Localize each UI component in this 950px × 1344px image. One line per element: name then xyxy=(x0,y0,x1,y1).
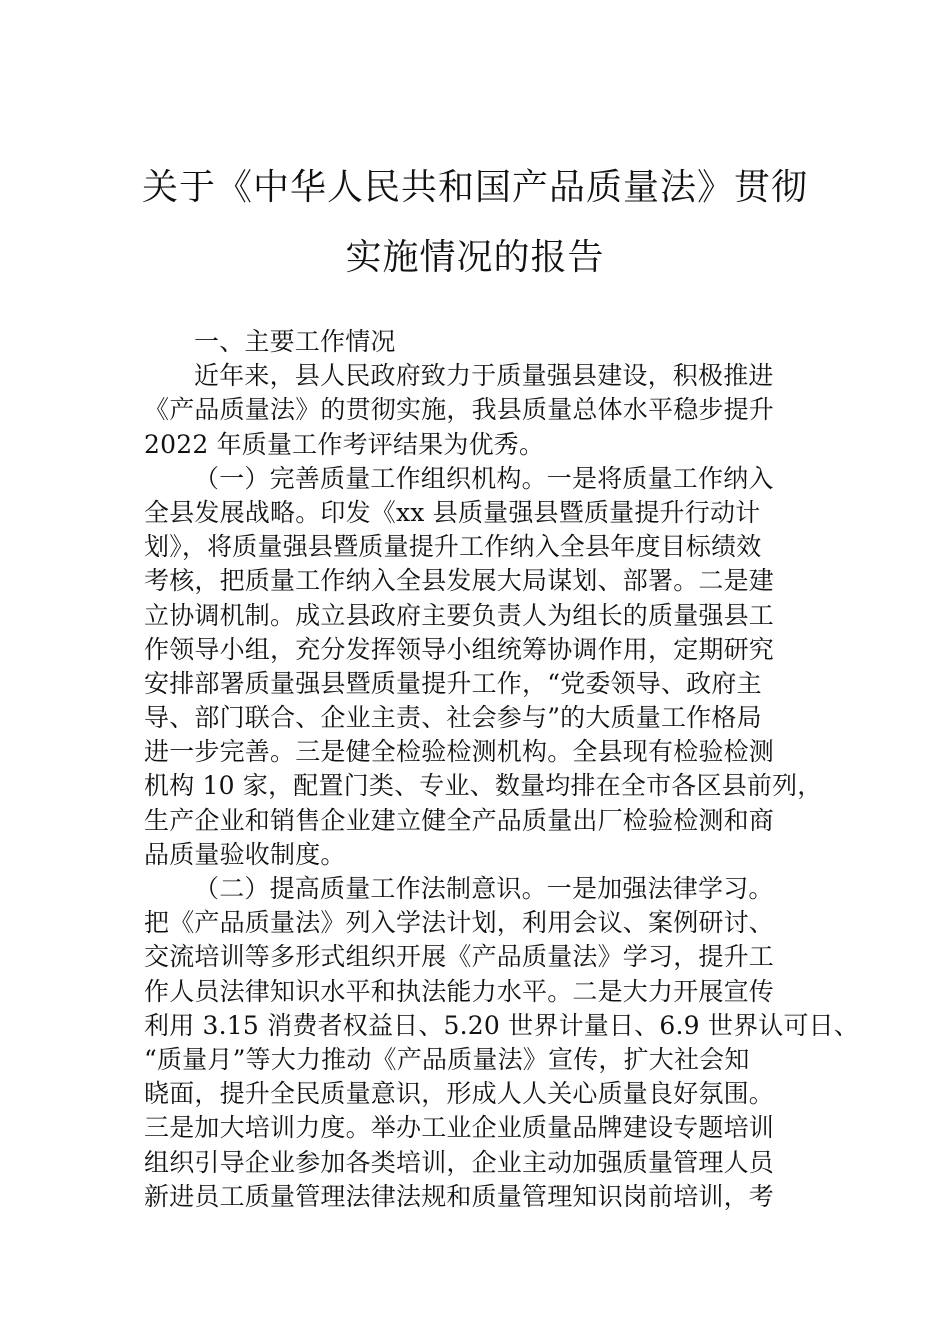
paragraph-line: 2022 年质量工作考评结果为优秀。 xyxy=(144,429,545,459)
paragraph-line: 进一步完善。三是健全检验检测机构。全县现有检验检测 xyxy=(144,737,775,767)
section-heading: 一、主要工作情况 xyxy=(194,327,396,356)
paragraph-line: 生产企业和销售企业建立健全产品质量出厂检验检测和商 xyxy=(144,805,775,835)
subsection-line: （一）完善质量工作组织机构。一是将质量工作纳入 xyxy=(194,463,774,493)
paragraph-line: 作领导小组，充分发挥领导小组统筹协调作用，定期研究 xyxy=(144,634,775,664)
paragraph-line: 划》，将质量强县暨质量提升工作纳入全县年度目标绩效 xyxy=(144,532,762,562)
paragraph-line: 三是加大培训力度。举办工业企业质量品牌建设专题培训 xyxy=(144,1113,775,1143)
paragraph-line: “质量月”等大力推动《产品质量法》宣传，扩大社会知 xyxy=(144,1044,750,1074)
document-body xyxy=(144,325,860,1214)
paragraph-line: 近年来，县人民政府致力于质量强县建设，积极推进 xyxy=(194,361,774,391)
paragraph-line: 新进员工质量管理法律法规和质量管理知识岗前培训，考 xyxy=(144,1181,775,1211)
paragraph-line: 交流培训等多形式组织开展《产品质量法》学习，提升工 xyxy=(144,942,775,972)
paragraph-line: 考核，把质量工作纳入全县发展大局谋划、部署。二是建 xyxy=(144,566,775,596)
document-title-line-2: 实施情况的报告 xyxy=(345,237,605,278)
paragraph-line: 导、部门联合、企业主责、社会参与”的大质量工作格局 xyxy=(144,703,762,733)
paragraph-line: 利用 3.15 消费者权益日、5.20 世界计量日、6.9 世界认可日、 xyxy=(144,1010,860,1040)
paragraph-line: 作人员法律知识水平和执法能力水平。二是大力开展宣传 xyxy=(144,976,775,1006)
paragraph-line: 晓面，提升全民质量意识，形成人人关心质量良好氛围。 xyxy=(144,1079,775,1109)
document-title-line-1: 关于《中华人民共和国产品质量法》贯彻 xyxy=(141,167,808,208)
paragraph-line: 组织引导企业参加各类培训，企业主动加强质量管理人员 xyxy=(144,1147,775,1177)
paragraph-line: 把《产品质量法》列入学法计划，利用会议、案例研讨、 xyxy=(144,908,775,938)
paragraph-line: 《产品质量法》的贯彻实施，我县质量总体水平稳步提升 xyxy=(144,395,775,425)
paragraph-line: 安排部署质量强县暨质量提升工作，“党委领导、政府主 xyxy=(144,668,762,698)
subsection-line: （二）提高质量工作法制意识。一是加强法律学习。 xyxy=(194,874,774,903)
paragraph-line: 机构 10 家，配置门类、专业、数量均排在全市各区县前列， xyxy=(144,771,823,801)
paragraph-line: 全县发展战略。印发《xx 县质量强县暨质量提升行动计 xyxy=(144,497,761,527)
paragraph-line: 立协调机制。成立县政府主要负责人为组长的质量强县工 xyxy=(144,600,775,630)
paragraph-line: 品质量验收制度。 xyxy=(144,839,346,869)
